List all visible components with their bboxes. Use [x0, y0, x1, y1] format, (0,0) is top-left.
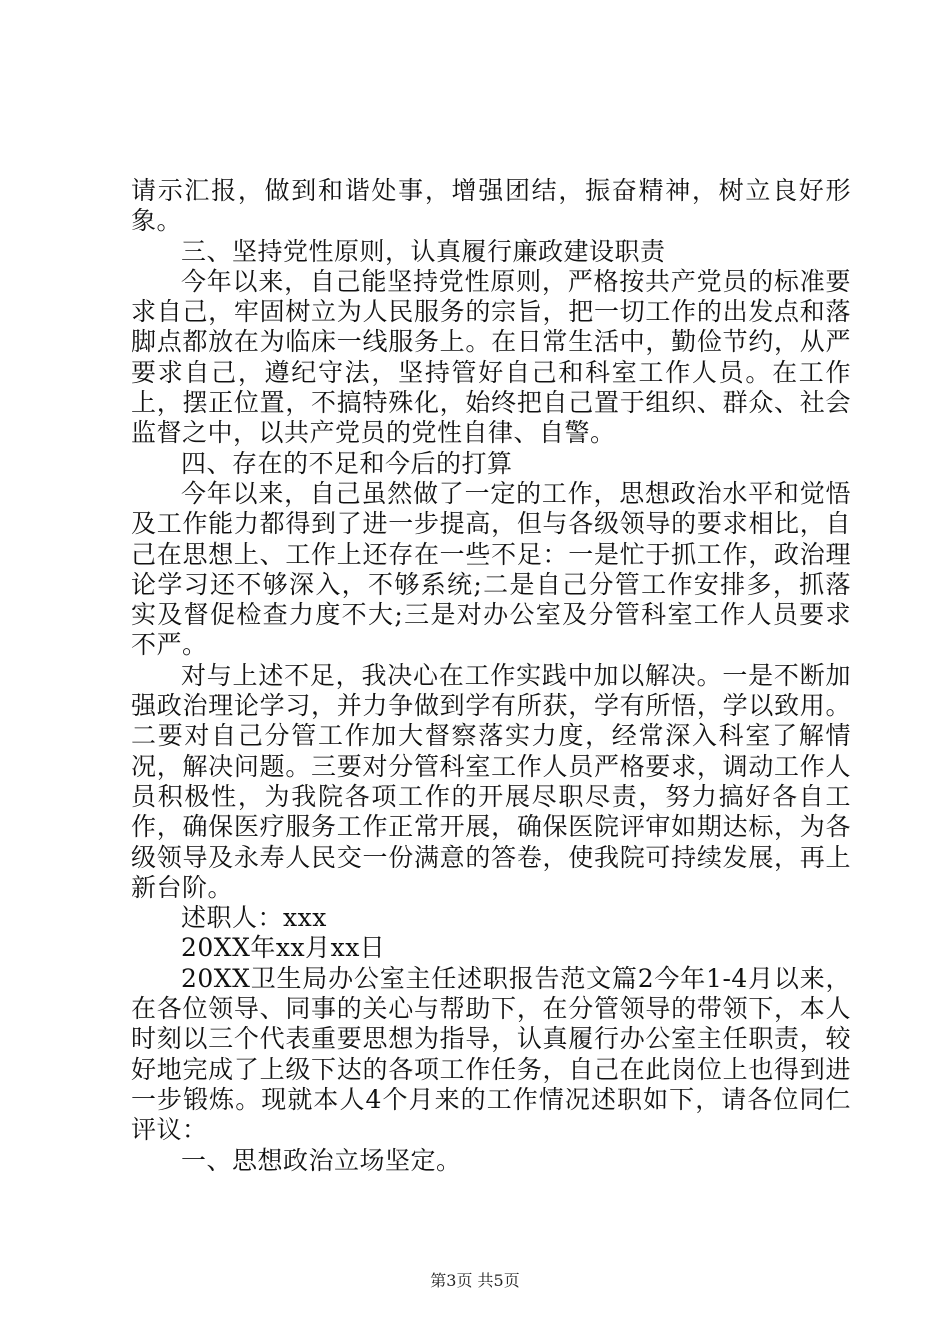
paragraph: 对与上述不足，我决心在工作实践中加以解决。一是不断加强政治理论学习，并力争做到学有所获，学有所悟，学以致用。二要对自己分管工作加大督察落实力度，经常深入科室了解情况，解决问题。三要对分管科室工作人员严格要求，调动工作人员积极性，为我院各项工作的开展尽职尽责，努力搞好各自工作，确保医疗服务工作正常开展，确保医院评审如期达标，为各级领导及永寿人民交一份满意的答卷，使我院可持续发展，再上新台阶。 [131, 660, 851, 902]
section-heading: 三、坚持党性原则，认真履行廉政建设职责 [181, 236, 666, 266]
paragraph: 今年以来，自己能坚持党性原则，严格按共产党员的标准要求自己，牢固树立为人民服务的宗旨，把一切工作的出发点和落脚点都放在为临床一线服务上。在日常生活中，勤俭节约，从严要求自己，遵纪守法，坚持管好自己和科室工作人员。在工作上，摆正位置，不搞特殊化，始终把自己置于组织、群众、社会监督之中，以共产党员的党性自律、自警。 [131, 266, 851, 448]
section-heading: 四、存在的不足和今后的打算 [181, 448, 513, 478]
paragraph: 今年以来，自己虽然做了一定的工作，思想政治水平和觉悟及工作能力都得到了进一步提高，但与各级领导的要求相比，自己在思想上、工作上还存在一些不足：一是忙于抓工作，政治理论学习还不够深入，不够系统;二是自己分管工作安排多，抓落实及督促检查力度不大;三是对办公室及分管科室工作人员要求不严。 [131, 478, 851, 660]
paragraph: 请示汇报，做到和谐处事，增强团结，振奋精神，树立良好形象。 [131, 176, 851, 236]
paragraph: 20XX卫生局办公室主任述职报告范文篇2今年1-4月以来，在各位领导、同事的关心与帮助下，在分管领导的带领下，本人时刻以三个代表重要思想为指导，认真履行办公室主任职责，较好地完成了上级下达的各项工作任务，自己在此岗位上也得到进一步锻炼。现就本人4个月来的工作情况述职如下，请各位同仁评议： [131, 963, 851, 1145]
signature-line: 述职人：xxx [181, 903, 327, 933]
page-number: 第3页 共5页 [430, 1271, 520, 1290]
section-heading: 一、思想政治立场坚定。 [181, 1145, 462, 1175]
document-body [131, 176, 851, 1176]
date-line: 20XX年xx月xx日 [181, 933, 386, 963]
